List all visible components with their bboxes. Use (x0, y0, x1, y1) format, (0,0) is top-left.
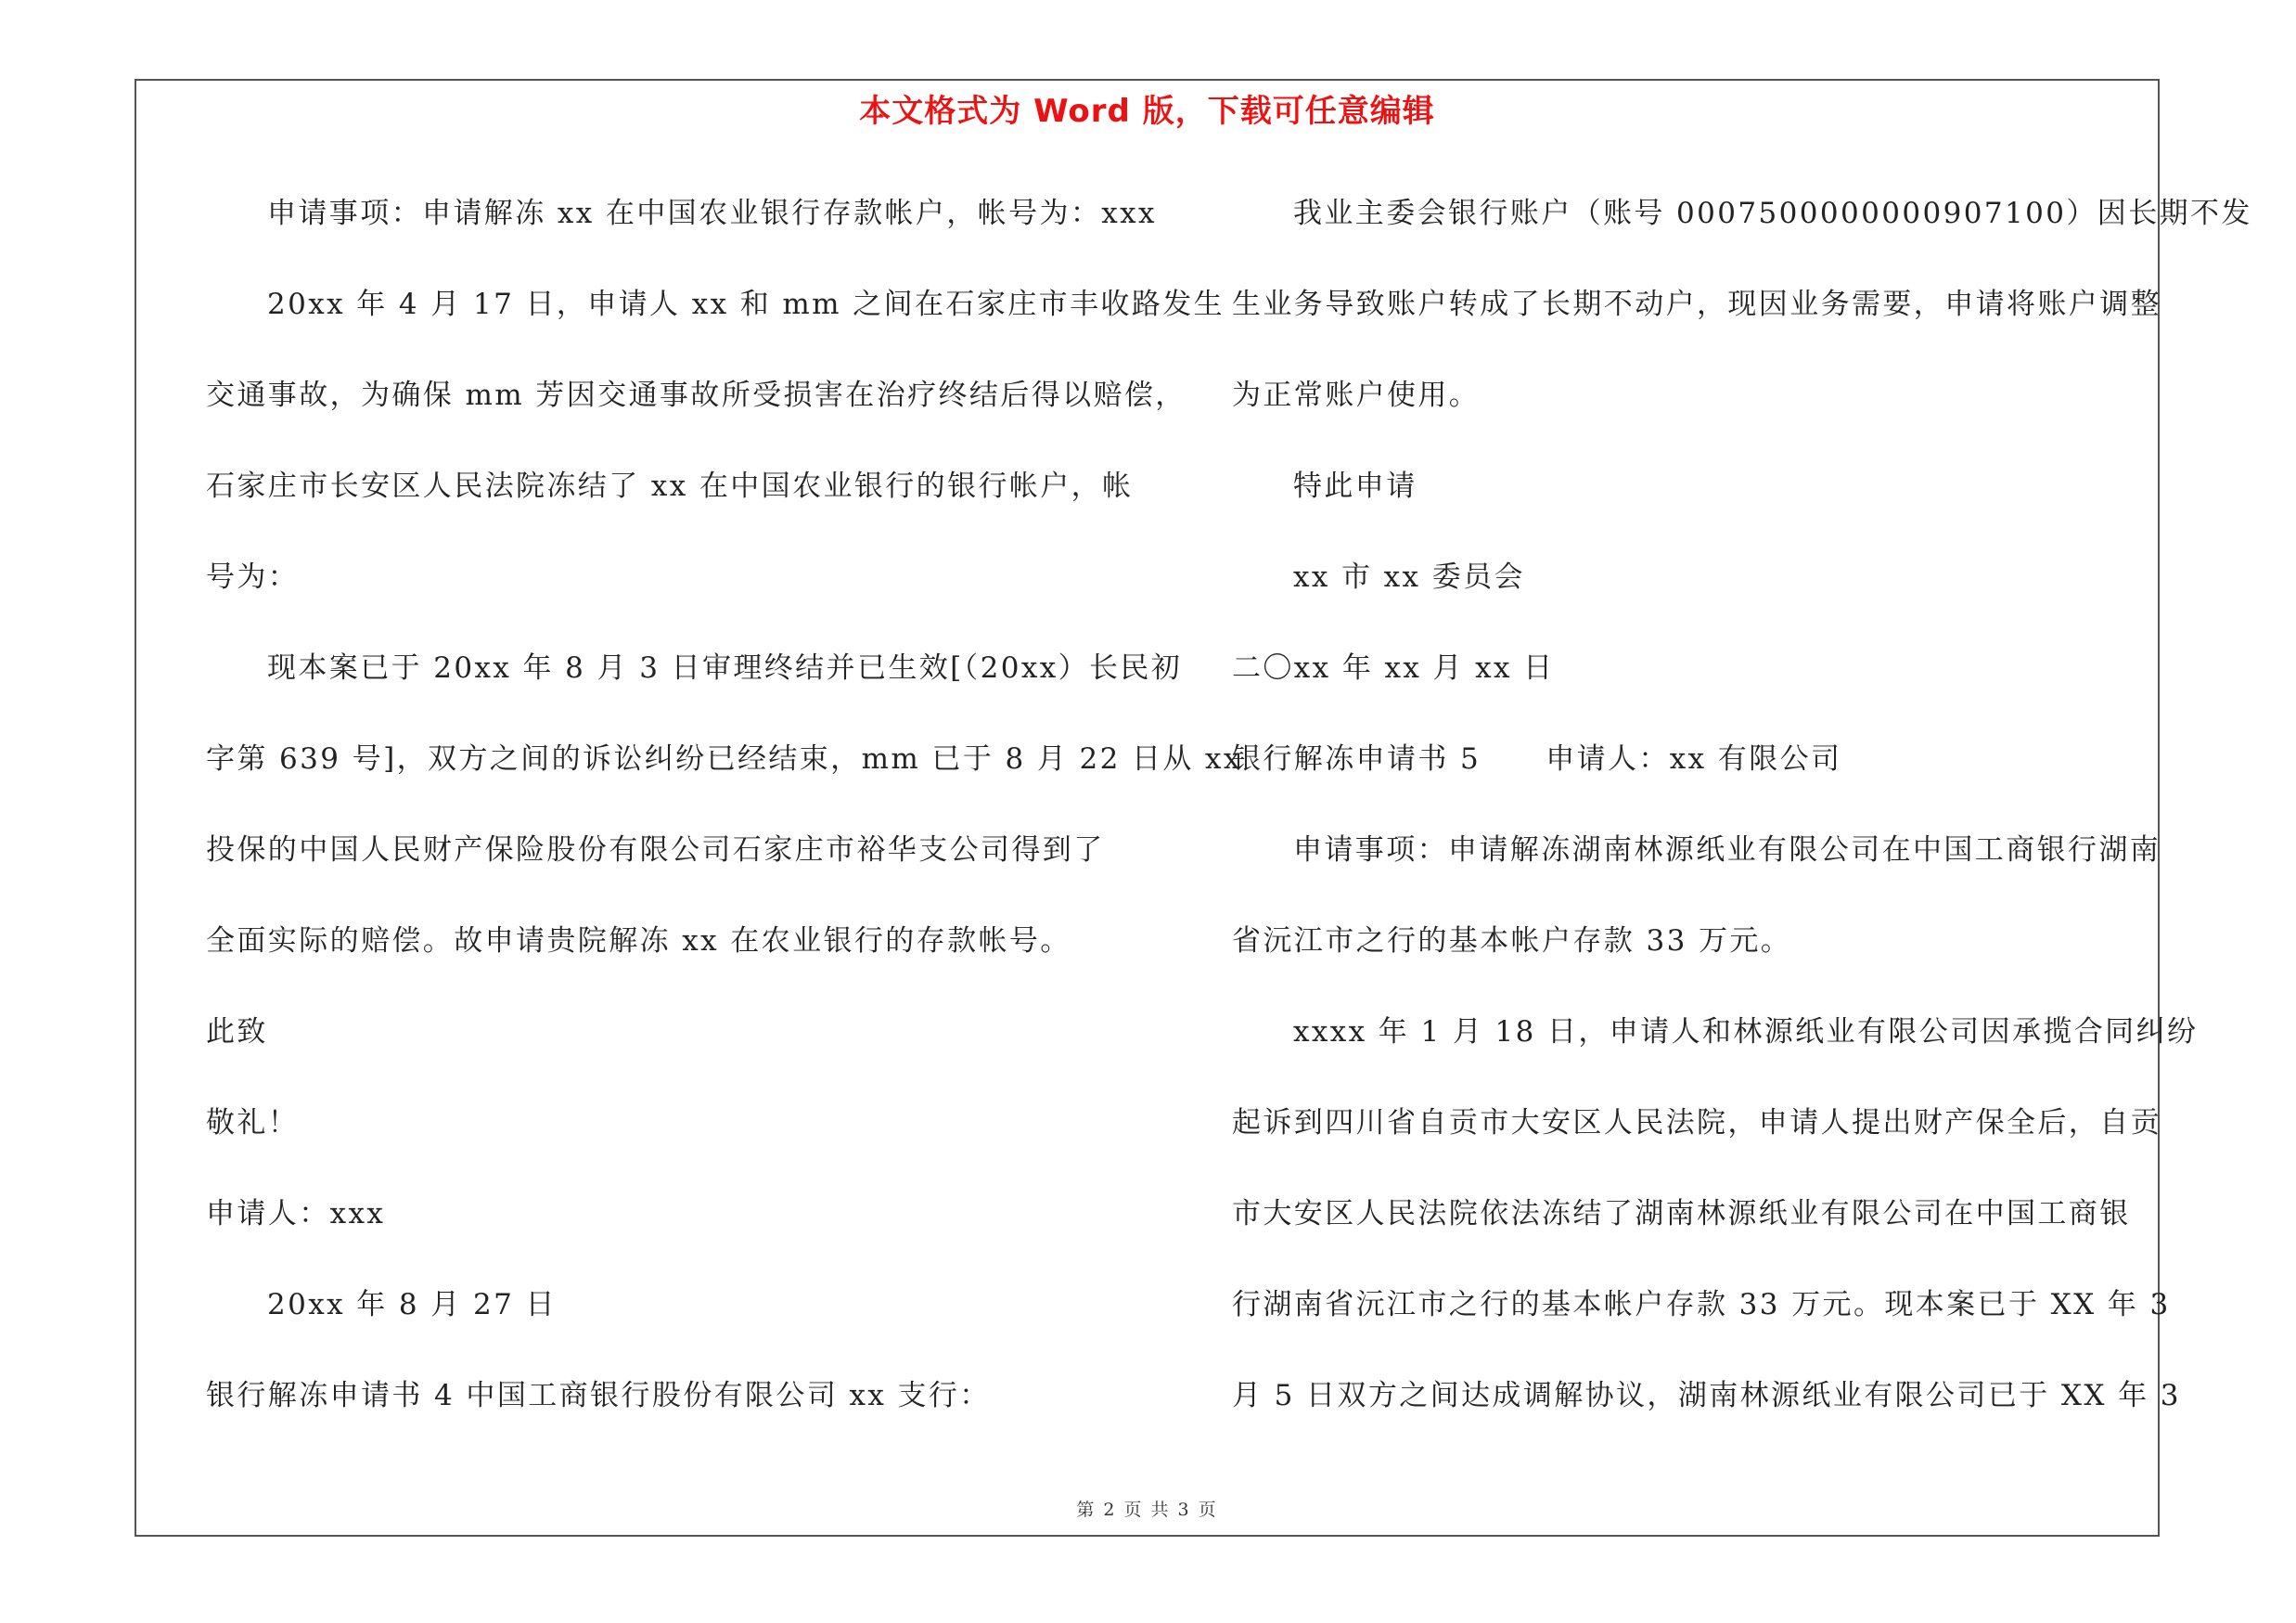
closing-salutation: 此致 (206, 1015, 268, 1049)
format-banner: 本文格式为 Word 版，下载可任意编辑 (859, 93, 1435, 130)
committee-signature: xx 市 xx 委员会 (1293, 560, 1525, 594)
left-column (206, 181, 1242, 1454)
page-number: 第 2 页 共 3 页 (1076, 1500, 1218, 1520)
closing-request: 特此申请 (1293, 470, 1417, 503)
document-date: 20xx 年 8 月 27 日 (267, 1288, 557, 1321)
section-heading: 银行解冻申请书 5 (1232, 742, 1481, 776)
paragraph-line: 20xx 年 4 月 17 日，申请人 xx 和 mm 之间在石家庄市丰收路发生 (267, 288, 1225, 321)
paragraph-line: 市大安区人民法院依法冻结了湖南林源纸业有限公司在中国工商银 (1232, 1197, 2131, 1230)
paragraph-line: 生业务导致账户转成了长期不动户，现因业务需要，申请将账户调整 (1232, 288, 2161, 321)
paragraph-line: 起诉到四川省自贡市大安区人民法院，申请人提出财产保全后，自贡 (1232, 1106, 2161, 1140)
paragraph-line: 交通事故，为确保 mm 芳因交通事故所受损害在治疗终结后得以赔偿， (206, 379, 1186, 412)
section-heading: 银行解冻申请书 4 中国工商银行股份有限公司 xx 支行： (206, 1379, 991, 1412)
applicant-signature: 申请人：xxx (206, 1197, 386, 1230)
paragraph-line: xxxx 年 1 月 18 日，申请人和林源纸业有限公司因承揽合同纠纷 (1293, 1015, 2199, 1049)
paragraph-line: 全面实际的赔偿。故申请贵院解冻 xx 在农业银行的存款帐号。 (206, 924, 1071, 958)
paragraph-line: 申请事项：申请解冻 xx 在中国农业银行存款帐户，帐号为：xxx (267, 197, 1157, 230)
paragraph-line: 为正常账户使用。 (1232, 379, 1481, 412)
paragraph-line: 省沅江市之行的基本帐户存款 33 万元。 (1232, 924, 1792, 958)
paragraph-line: 号为： (206, 560, 300, 594)
closing-regards: 敬礼！ (206, 1106, 300, 1140)
paragraph-line: 月 5 日双方之间达成调解协议，湖南林源纸业有限公司已于 XX 年 3 (1232, 1379, 2181, 1412)
paragraph-line: 行湖南省沅江市之行的基本帐户存款 33 万元。现本案已于 XX 年 3 (1232, 1288, 2171, 1321)
section-heading-row (1232, 727, 2169, 818)
paragraph-line: 石家庄市长安区人民法院冻结了 xx 在中国农业银行的银行帐户，帐 (206, 470, 1134, 503)
paragraph-line: 字第 639 号]，双方之间的诉讼纠纷已经结束，mm 已于 8 月 22 日从 xx (206, 742, 1242, 776)
paragraph-line: 投保的中国人民财产保险股份有限公司石家庄市裕华支公司得到了 (206, 833, 1105, 867)
right-column (1232, 181, 2252, 1454)
paragraph-line: 现本案已于 20xx 年 8 月 3 日审理终结并已生效[（20xx）长民初 (267, 651, 1183, 685)
paragraph-line: 申请事项：申请解冻湖南林源纸业有限公司在中国工商银行湖南 (1293, 833, 2161, 867)
paragraph-line: 我业主委会银行账户（账号 0007500000000907100）因长期不发 (1293, 197, 2252, 230)
document-date: 二〇xx 年 xx 月 xx 日 (1232, 651, 1555, 685)
applicant-name: 申请人：xx 有限公司 (1546, 742, 1842, 776)
